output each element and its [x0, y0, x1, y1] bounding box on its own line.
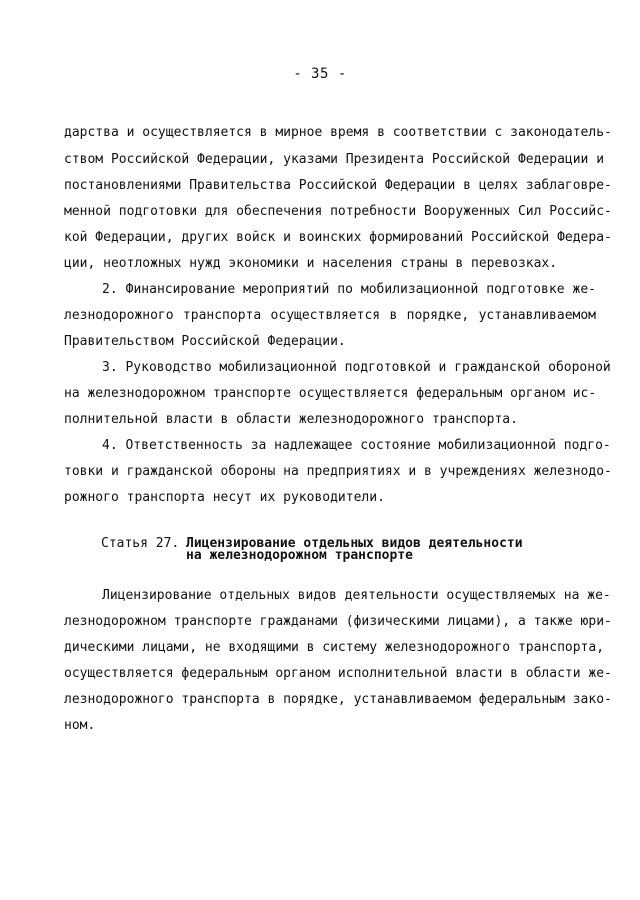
text-line: дарства и осуществляется в мирное время в соответствии с законодатель- — [64, 125, 612, 140]
text-line: ном. — [64, 718, 96, 733]
text-line: на железнодорожном транспорте осуществляется федеральным органом ис- — [64, 386, 597, 401]
text-line: лезнодорожном транспорте гражданами (физическими лицами), а также юри- — [64, 614, 612, 629]
text-line: Правительством Российской Федерации. — [64, 334, 346, 349]
text-line: рожного транспорта несут их руководители. — [64, 490, 385, 505]
article-title-line: на железнодорожном транспорте — [186, 548, 413, 563]
text-line: товки и гражданской обороны на предприятиях и в учреждениях железнодо- — [64, 464, 612, 479]
text-line: постановлениями Правительства Российской Федерации в целях заблаговре- — [64, 178, 612, 193]
text-line: 2. Финансирование мероприятий по мобилизационной подготовке же- — [102, 282, 596, 297]
text-line: 3. Руководство мобилизационной подготовкой и гражданской обороной — [102, 360, 611, 375]
text-line: полнительной власти в области железнодорожного транспорта. — [64, 412, 518, 427]
text-line: лезнодорожного транспорта осуществляется в порядке, устанавливаемом — [64, 308, 596, 323]
text-line: менной подготовки для обеспечения потребности Вооруженных Сил Российс- — [64, 204, 612, 219]
page-number: - 35 - — [293, 66, 347, 82]
text-line: лезнодорожного транспорта в порядке, устанавливаемом федеральным зако- — [64, 692, 612, 707]
text-line: кой Федерации, других войск и воинских формирований Российской Федера- — [64, 230, 612, 245]
text-line: ции, неотложных нужд экономики и населения страны в перевозках. — [64, 256, 558, 271]
text-line: дическими лицами, не входящими в систему железнодорожного транспорта, — [64, 640, 605, 655]
text-line: ством Российской Федерации, указами Президента Российской Федерации и — [64, 152, 605, 167]
text-line: осуществляется федеральным органом исполнительной власти в области же- — [64, 666, 612, 681]
article-title-line: Лицензирование отдельных видов деятельности — [186, 536, 523, 551]
article-label: Статья 27. — [101, 536, 180, 551]
text-line: 4. Ответственность за надлежащее состояние мобилизационной подго- — [102, 438, 611, 453]
text-line: Лицензирование отдельных видов деятельности осуществляемых на же- — [102, 588, 611, 603]
